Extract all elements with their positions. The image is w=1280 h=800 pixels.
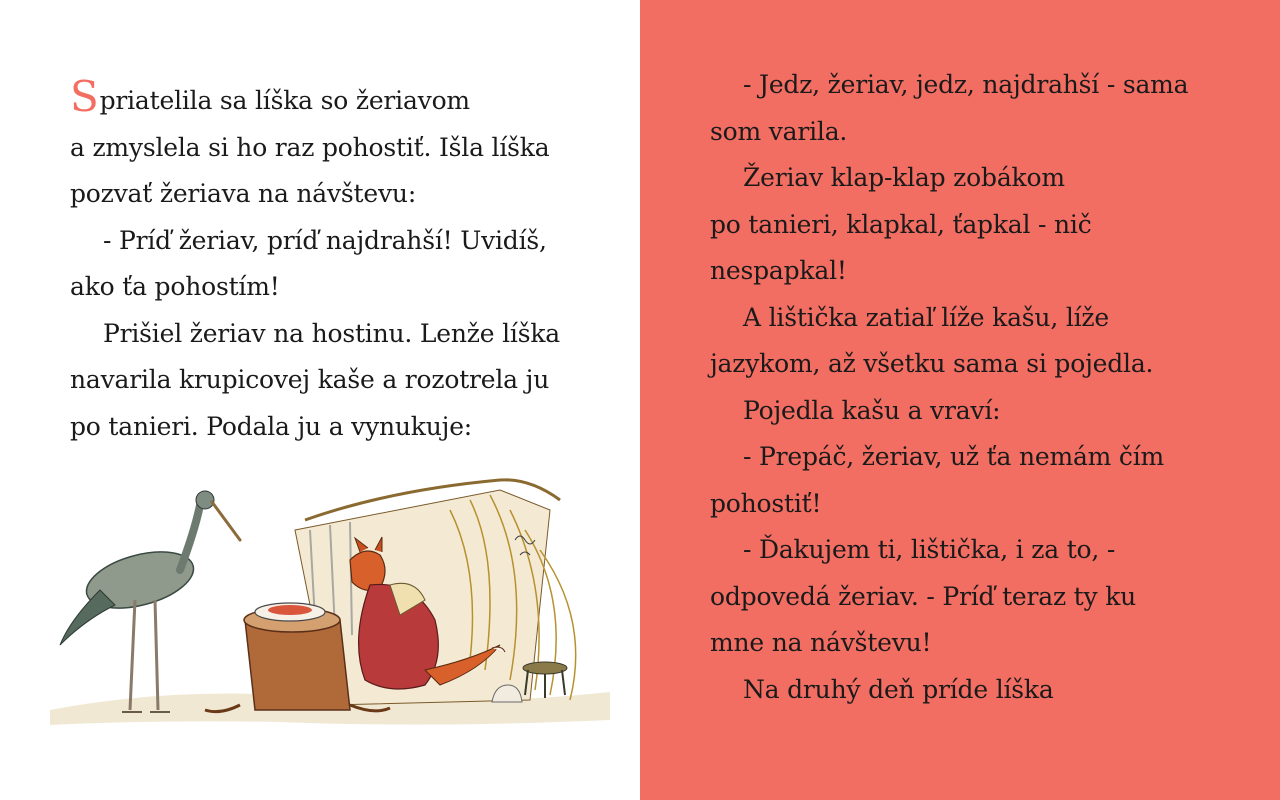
text-line-8: po tanieri. Podala ju a vynukuje: — [70, 411, 473, 441]
text-line-r2: som varila. — [710, 116, 848, 146]
text-line-7: navarila krupicovej kaše a rozotrela ju — [70, 365, 550, 394]
text-line-r1: - Jedz, žeriav, jedz, najdrahší - sama — [743, 70, 1189, 99]
text-line-4: - Príď žeriav, príď najdrahší! Uvidíš, — [103, 225, 547, 255]
text-line-3: pozvať žeriava na návštevu: — [70, 179, 417, 208]
text-line-1 — [70, 72, 590, 125]
text-line-r3: Žeriav klap-klap zobákom — [743, 163, 1065, 192]
left-page-text — [70, 72, 590, 450]
right-page-text — [710, 62, 1230, 713]
text-line-r5: nespapkal! — [710, 256, 847, 285]
text-line-r14: Na druhý deň príde líška — [743, 674, 1054, 704]
text-line-r10: pohostiť! — [710, 488, 822, 518]
text-line-6: Prišiel žeriav na hostinu. Lenže líška — [103, 318, 560, 348]
line-text: priatelila sa líška so žeriavom — [99, 86, 470, 115]
fox-and-crane-illustration — [30, 470, 620, 740]
text-line-r9: - Prepáč, žeriav, už ťa nemám čím — [743, 442, 1165, 471]
text-line-r11: - Ďakujem ti, lištička, i za to, - — [743, 535, 1116, 564]
text-line-r13: mne na návštevu! — [710, 628, 932, 657]
text-line-r12: odpovedá žeriav. - Príď teraz ty ku — [710, 581, 1137, 611]
text-line-r4: po tanieri, klapkal, ťapkal - nič — [710, 209, 1092, 239]
drop-cap: S — [70, 72, 99, 121]
text-line-5: ako ťa pohostím! — [70, 272, 280, 301]
crane-figure — [60, 491, 240, 712]
text-line-2: a zmyslela si ho raz pohostiť. Išla líška — [70, 132, 550, 162]
text-line-r7: jazykom, až všetku sama si pojedla. — [710, 349, 1154, 378]
text-line-r6: A lištička zatiaľ líže kašu, líže — [743, 302, 1109, 332]
text-line-r8: Pojedla kašu a vraví: — [743, 395, 1001, 425]
